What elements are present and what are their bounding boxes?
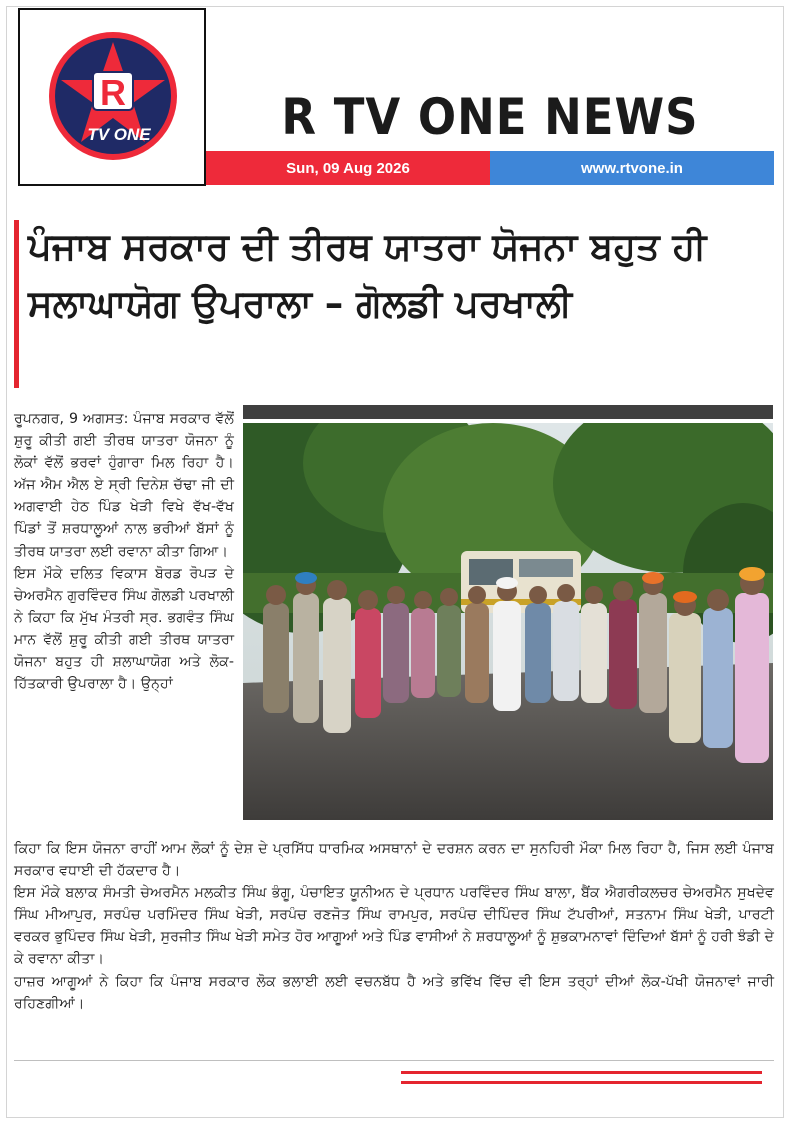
footer-divider (14, 1060, 774, 1061)
logo-box (18, 8, 206, 186)
article-paragraph: ਇਸ ਮੌਕੇ ਦਲਿਤ ਵਿਕਾਸ ਬੋਰਡ ਰੋਪੜ ਦੇ ਚੇਅਰਮੈਨ ਗੁਰਵਿੰਦਰ ਸਿੰਘ ਗੋਲਡੀ ਪਰਖਾਲੀ ਨੇ ਕਿਹਾ ਕਿ ਮੁੱਖ ਮੰਤਰੀ ਸ੍ਰ. ਭਗਵੰਤ ਸਿੰਘ ਮਾਨ ਵੱਲੋਂ ਸ਼ੁਰੂ ਕੀਤੀ ਗਈ ਤੀਰਥ ਯਾਤਰਾ ਯੋਜਨਾ ਬਹੁਤ ਹੀ ਸ਼ਲਾਘਾਯੋਗ ਅਤੇ ਲੋਕ-ਹਿੱਤਕਾਰੀ ਉਪਰਾਲਾ ਹੈ। ਉਨ੍ਹਾਂ (14, 565, 234, 693)
logo-text: TV ONE (87, 125, 151, 144)
rtv-logo-icon (47, 30, 179, 162)
headline-accent-rule (14, 220, 19, 388)
masthead-title: R TV ONE NEWS (281, 88, 699, 146)
footer-red-rule (401, 1071, 762, 1074)
article-body-text (14, 838, 774, 1015)
article-column-text (14, 408, 234, 695)
logo-letter: R (100, 72, 126, 113)
footer-red-rule (401, 1081, 762, 1084)
article-paragraph: ਕਿਹਾ ਕਿ ਇਸ ਯੋਜਨਾ ਰਾਹੀਂ ਆਮ ਲੋਕਾਂ ਨੂੰ ਦੇਸ਼ ਦੇ ਪ੍ਰਸਿੱਧ ਧਾਰਮਿਕ ਅਸਥਾਨਾਂ ਦੇ ਦਰਸ਼ਨ ਕਰਨ ਦਾ ਸੁਨਹਿਰੀ ਮੌਕਾ ਮਿਲ ਰਿਹਾ ਹੈ, ਜਿਸ ਲਈ ਪੰਜਾਬ ਸਰਕਾਰ ਵਧਾਈ ਦੀ ਹੱਕਦਾਰ ਹੈ। (14, 841, 774, 880)
website-link[interactable]: www.rtvone.in (490, 151, 774, 185)
date-bar: Sun, 09 Aug 2026 (206, 151, 490, 185)
article-paragraph: ਇਸ ਮੌਕੇ ਬਲਾਕ ਸੰਮਤੀ ਚੇਅਰਮੈਨ ਮਲਕੀਤ ਸਿੰਘ ਭੰਗੂ, ਪੰਚਾਇਤ ਯੂਨੀਅਨ ਦੇ ਪ੍ਰਧਾਨ ਪਰਵਿੰਦਰ ਸਿੰਘ ਬਾਲਾ, ਬੈਂਕ ਐਗਰੀਕਲਚਰ ਚੇਅਰਮੈਨ ਸੁਖਦੇਵ ਸਿੰਘ ਮੀਆਪੁਰ, ਸਰਪੰਚ ਪਰਮਿੰਦਰ ਸਿੰਘ ਖੇੜੀ, ਸਰਪੰਚ ਰਣਜੋਤ ਸਿੰਘ ਰਾਮਪੁਰ, ਸਰਪੰਚ ਦੀਪਿੰਦਰ ਸਿੰਘ ਟੱਪਰੀਆਂ, ਸਤਨਾਮ ਸਿੰਘ ਖੇੜੀ, ਪਾਰਟੀ ਵਰਕਰ ਭੁਪਿੰਦਰ ਸਿੰਘ ਖੇੜੀ, ਸੁਰਜੀਤ ਸਿੰਘ ਖੇੜੀ ਸਮੇਤ ਹੋਰ ਆਗੂਆਂ ਅਤੇ ਪਿੰਡ ਵਾਸੀਆਂ ਨੇ ਸ਼ਰਧਾਲੂਆਂ ਨੂੰ ਸ਼ੁਭਕਾਮਨਾਵਾਂ ਦਿੰਦਿਆਂ ਬੱਸਾਂ ਨੂੰ ਹਰੀ ਝੰਡੀ ਦੇ ਕੇ ਰਵਾਨਾ ਕੀਤਾ। (14, 885, 774, 968)
article-paragraph: ਹਾਜ਼ਰ ਆਗੂਆਂ ਨੇ ਕਿਹਾ ਕਿ ਪੰਜਾਬ ਸਰਕਾਰ ਲੋਕ ਭਲਾਈ ਲਈ ਵਚਨਬੱਧ ਹੈ ਅਤੇ ਭਵਿੱਖ ਵਿੱਚ ਵੀ ਇਸ ਤਰ੍ਹਾਂ ਦੀਆਂ ਲੋਕ-ਪੱਖੀ ਯੋਜਨਾਵਾਂ ਜਾਰੀ ਰਹਿਣਗੀਆਂ। (14, 973, 774, 1012)
article-photo (243, 423, 773, 820)
group-photo-illustration (243, 423, 773, 820)
article-paragraph: ਰੂਪਨਗਰ, 9 ਅਗਸਤ: ਪੰਜਾਬ ਸਰਕਾਰ ਵੱਲੋਂ ਸ਼ੁਰੂ ਕੀਤੀ ਗਈ ਤੀਰਥ ਯਾਤਰਾ ਯੋਜਨਾ ਨੂੰ ਲੋਕਾਂ ਵੱਲੋਂ ਭਰਵਾਂ ਹੁੰਗਾਰਾ ਮਿਲ ਰਿਹਾ ਹੈ। ਅੱਜ ਐਮ ਐਲ ਏ ਸ੍ਰੀ ਦਿਨੇਸ਼ ਚੱਢਾ ਜੀ ਦੀ ਅਗਵਾਈ ਹੇਠ ਪਿੰਡ ਖੇੜੀ ਵਿਖੇ ਵੱਖ-ਵੱਖ ਪਿੰਡਾਂ ਤੋਂ ਸ਼ਰਧਾਲੂਆਂ ਨਾਲ ਭਰੀਆਂ ਬੱਸਾਂ ਨੂੰ ਤੀਰਥ ਯਾਤਰਾ ਲਈ ਰਵਾਨਾ ਕੀਤਾ ਗਿਆ। (14, 411, 234, 560)
article-headline: ਪੰਜਾਬ ਸਰਕਾਰ ਦੀ ਤੀਰਥ ਯਾਤਰਾ ਯੋਜਨਾ ਬਹੁਤ ਹੀ ਸਲਾਘਾਯੋਗ ਉਪਰਾਲਾ – ਗੋਲਡੀ ਪਰਖਾਲੀ (28, 225, 707, 325)
photo-top-bar (243, 405, 773, 419)
